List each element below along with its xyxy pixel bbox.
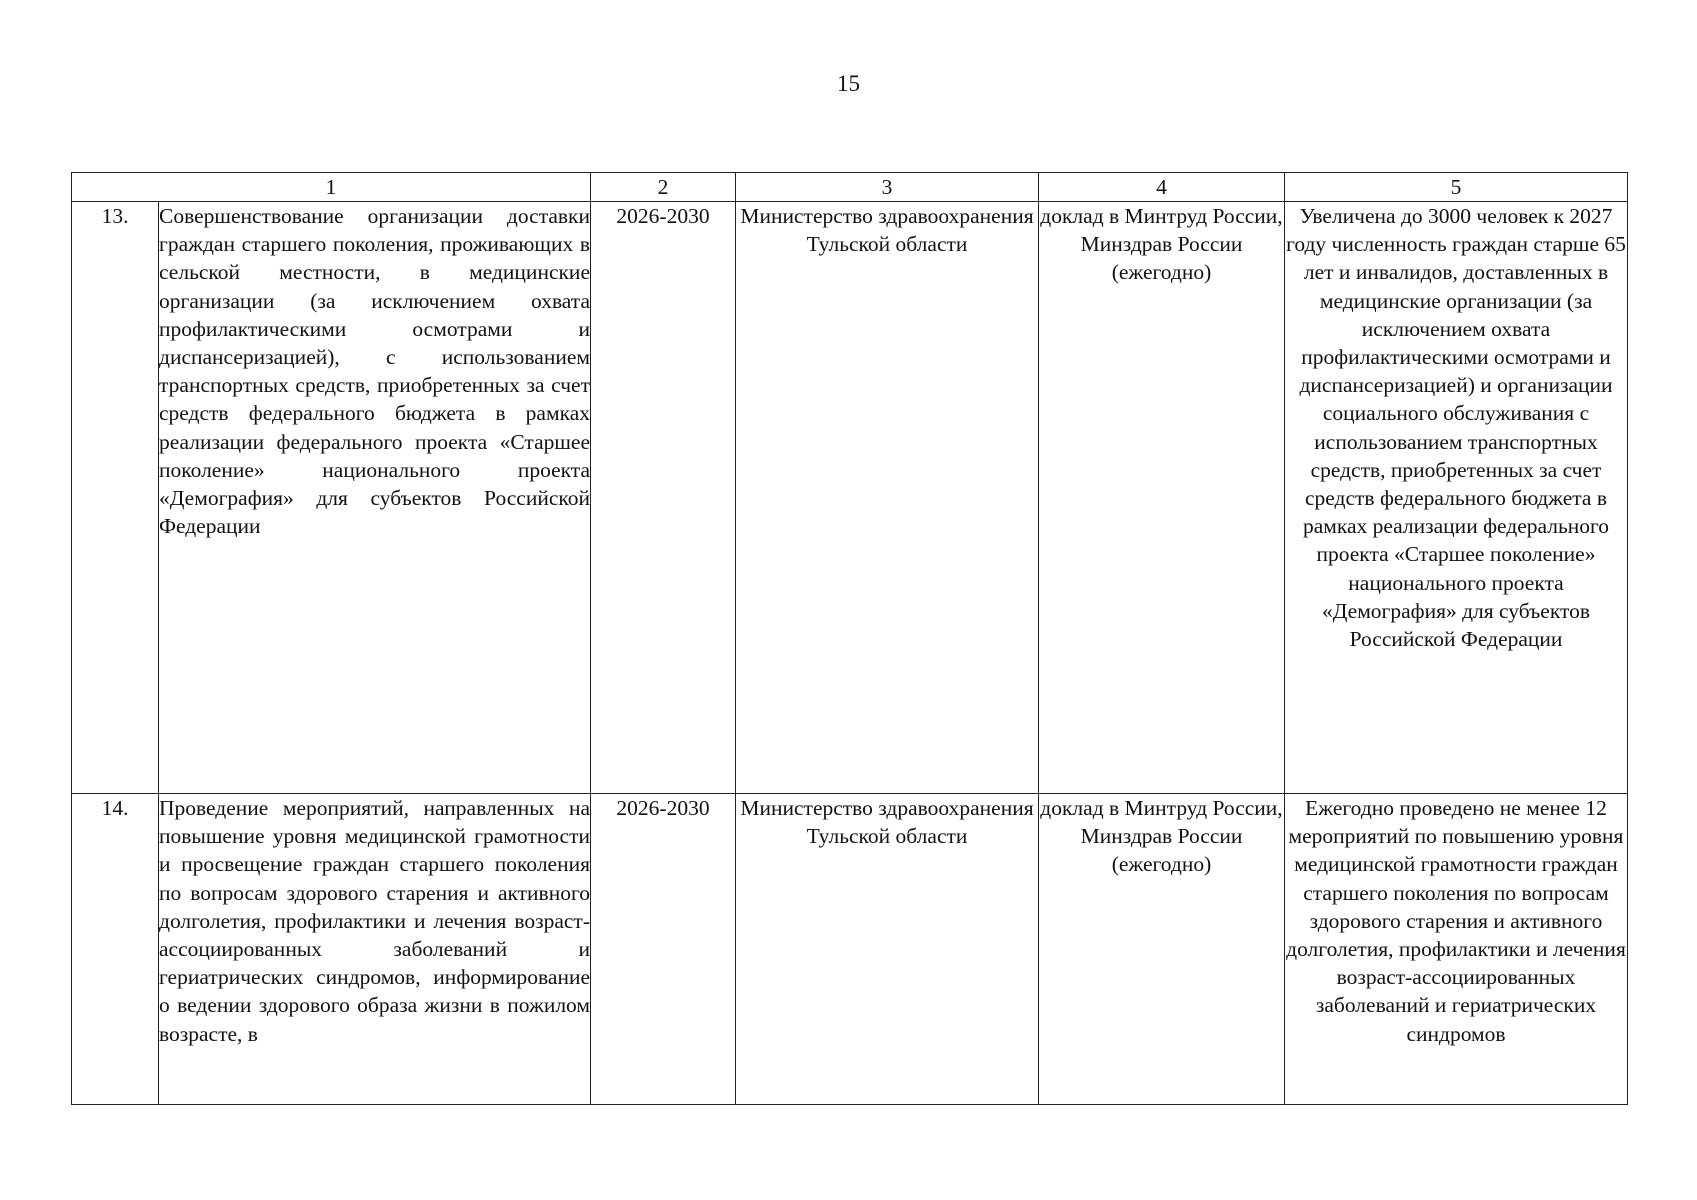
measure-description-text: Проведение мероприятий, направленных на повышение уровня медицинской грамотности и просвещение граждан старшего поколения по вопросам здорового старения и активного долголетия, профилактики и лечения возраст-ассоциированных заболеваний и гериатрических синдромов, информирование о ведении здорового образа жизни в пожилом возрасте, в [159,796,590,1046]
column-header-5: 5 [1285,173,1628,202]
row-number: 13. [72,202,159,794]
report-type: доклад в Минтруд России, Минздрав России (ежегодно) [1039,202,1285,794]
expected-result [1285,794,1628,1105]
column-header-4: 4 [1039,173,1285,202]
report-type: доклад в Минтруд России, Минздрав России (ежегодно) [1039,794,1285,1105]
column-number-row [72,173,1628,202]
expected-result-text: Ежегодно проведено не менее 12 мероприятий по повышению уровня медицинской грамотности граждан старшего поколения по вопросам здорового старения и активного долголетия, профилактики и лечения возраст-ассоциированных заболеваний и гериатрических синдромов [1286,796,1626,1046]
measure-description: Совершенствование организации доставки граждан старшего поколения, проживающих в сельской местности, в медицинские организации (за исключением охвата профилактическими осмотрами и диспансеризацией), с использованием транспортных средств, приобретенных за счет средств федерального бюджета в рамках реализации федерального проекта «Старшее поколение» национального проекта «Демография» для субъектов Российской Федерации [159,202,591,794]
expected-result: Увеличена до 3000 человек к 2027 году численность граждан старше 65 лет и инвалидов, доставленных в медицинские организации (за исключением охвата профилактическими осмотрами и диспансеризацией) и организации социального обслуживания с использованием транспортных средств, приобретенных за счет средств федерального бюджета в рамках реализации федерального проекта «Старшее поколение» национального проекта «Демография» для субъектов Российской Федерации [1285,202,1628,794]
column-header-1: 1 [72,173,591,202]
implementation-period: 2026-2030 [591,202,736,794]
table-row [72,794,1628,1105]
row-number: 14. [72,794,159,1105]
page-number: 15 [837,71,860,96]
responsible-executor: Министерство здравоохранения Тульской области [736,794,1039,1105]
column-header-3: 3 [736,173,1039,202]
measures-table [71,172,1628,1105]
measure-description [159,794,591,1105]
responsible-executor: Министерство здравоохранения Тульской области [736,202,1039,794]
column-header-2: 2 [591,173,736,202]
table-row [72,202,1628,794]
implementation-period: 2026-2030 [591,794,736,1105]
